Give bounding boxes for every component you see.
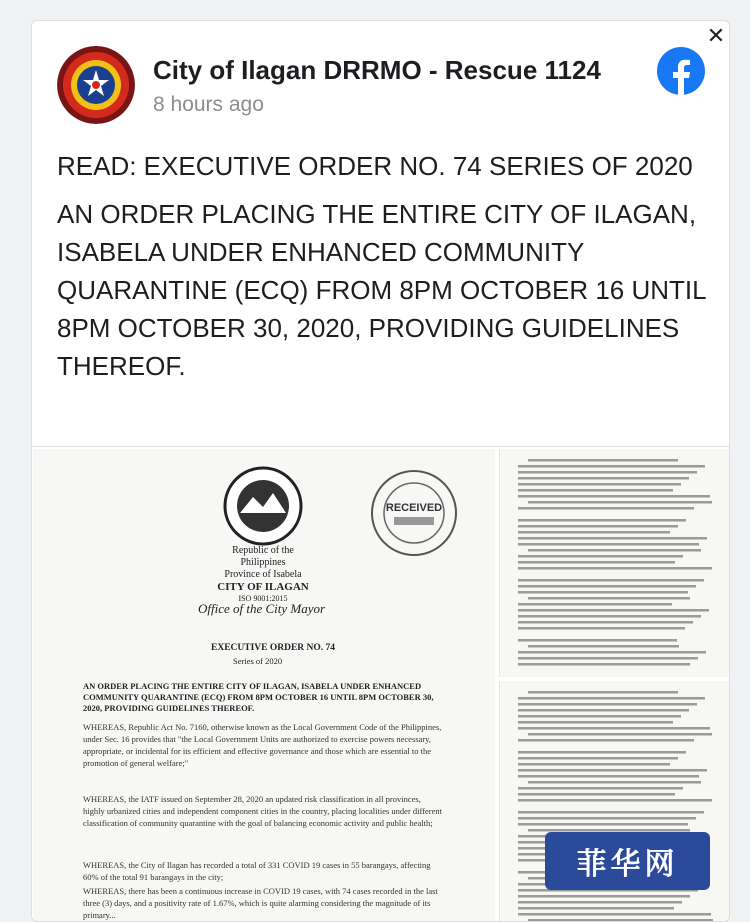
scanned-line [528,501,712,504]
doc-eo-number: EXECUTIVE ORDER NO. 74 [211,643,336,653]
scanned-line [518,519,686,522]
scanned-line [518,477,689,480]
scanned-line [528,781,701,784]
facebook-logo-icon[interactable] [657,47,705,95]
doc-republic: Republic of the Philippines [232,545,294,568]
scanned-line [518,591,688,594]
drrmo-seal-icon [57,46,135,124]
doc-title: AN ORDER PLACING THE ENTIRE CITY OF ILAGAN, ISABELA UNDER ENHANCED COMMUNITY QUARANTINE (ECQ) FROM 8PM OCTOBER 16 UNTIL 8PM OCTOBER 30, 2020, PROVIDING GUIDELINES THEREOF. [83,681,434,713]
scanned-line [518,603,672,606]
post-card [31,20,730,922]
scanned-line [518,537,707,540]
scanned-line [518,651,706,654]
city-seal-icon [218,461,308,551]
scanned-line [528,459,678,462]
received-stamp-icon [368,467,460,559]
scanned-line [518,793,675,796]
doc-whereas-3: WHEREAS, the City of Ilagan has recorded a total of 331 COVID 19 cases in 55 barangays, affecting 60% of the total 91 barangays in the city; [83,860,431,882]
scanned-line [518,907,674,910]
scanned-line [518,901,682,904]
scanned-line [518,895,690,898]
page-avatar[interactable] [57,46,135,124]
scanned-line [518,703,697,706]
scanned-line [518,775,699,778]
scanned-line [518,715,681,718]
scanned-line [518,471,697,474]
divider [32,446,729,447]
page-name[interactable]: City of Ilagan DRRMO - Rescue 1124 [153,55,601,85]
scanned-line [528,597,690,600]
scanned-line [518,621,693,624]
doc-office: Office of the City Mayor [198,601,326,616]
scanned-line [518,763,670,766]
scanned-line [518,787,683,790]
close-icon[interactable]: ✕ [706,23,726,48]
scanned-line [518,561,675,564]
scanned-line [518,739,694,742]
scanned-line [518,709,689,712]
scanned-text-lines [500,449,729,677]
scanned-line [518,769,707,772]
scanned-line [518,727,710,730]
scanned-line [518,757,678,760]
scanned-line [518,483,681,486]
scanned-line [518,811,704,814]
doc-city: CITY OF ILAGAN [217,581,309,593]
scanned-line [518,531,670,534]
post-text-heading: READ: EXECUTIVE ORDER NO. 74 SERIES OF 2020 [57,151,693,181]
scanned-line [528,549,701,552]
scanned-line [528,919,713,922]
document-image-main[interactable] [33,449,495,922]
scanned-line [518,913,711,916]
scanned-line [528,645,679,648]
doc-iso: ISO 9001:2015 [238,594,288,603]
post-text-body: AN ORDER PLACING THE ENTIRE CITY OF ILAGAN, ISABELA UNDER ENHANCED COMMUNITY QUARANTINE (ECQ) FROM 8PM OCTOBER 16 UNTIL 8PM OCTOBER 30, 2020, PROVIDING GUIDELINES THEREOF. [57,199,706,381]
stamp-text: RECEIVED [385,502,443,514]
scanned-line [518,615,701,618]
scanned-line [528,691,678,694]
post-body [57,147,707,395]
doc-whereas-1: WHEREAS, Republic Act No. 7160, otherwise known as the Local Government Code of the Philippines, under Sec. 16 provides that "the Local Government Units are authorized to exercise powers necessary, appropriate, or incidental for its efficient and effective governance and those which are essential to the promotion of general welfare;" [83,722,442,768]
scanned-line [518,507,694,510]
scanned-line [518,817,696,820]
scanned-line [518,799,712,802]
scanned-line [518,465,705,468]
scanned-line [518,555,683,558]
scanned-line [518,751,686,754]
scanned-line [518,585,696,588]
watermark-logo: 菲华网 [545,832,710,890]
scanned-line [528,733,712,736]
scanned-line [518,567,712,570]
scanned-line [518,663,690,666]
scanned-line [518,543,699,546]
scanned-line [518,697,705,700]
doc-whereas-4: WHEREAS, there has been a continuous increase in COVID 19 cases, with 74 cases recorded in the last three (3) days, and a positivity rate of 1.67%, which is quite alarming considering the magnitude of its primary... [83,886,438,920]
doc-series: Series of 2020 [233,656,283,666]
scanned-line [518,609,709,612]
post-timestamp[interactable]: 8 hours ago [153,93,264,116]
document-image-page-2[interactable] [499,449,729,677]
scanned-line [518,823,688,826]
scanned-line [518,639,677,642]
scanned-line [518,627,685,630]
scanned-line [518,721,673,724]
scanned-line [518,579,704,582]
scanned-line [518,489,673,492]
doc-whereas-2: WHEREAS, the IATF issued on September 28, 2020 an updated risk classification in all provinces, highly urbanized cities and independent component cities in the country, placing localities under different classification of community quarantine with the goal of balancing economic activity and public health; [83,794,443,828]
scanned-line [518,657,698,660]
scanned-line [518,525,678,528]
scanned-line [518,495,710,498]
doc-province: Province of Isabela [224,569,302,580]
